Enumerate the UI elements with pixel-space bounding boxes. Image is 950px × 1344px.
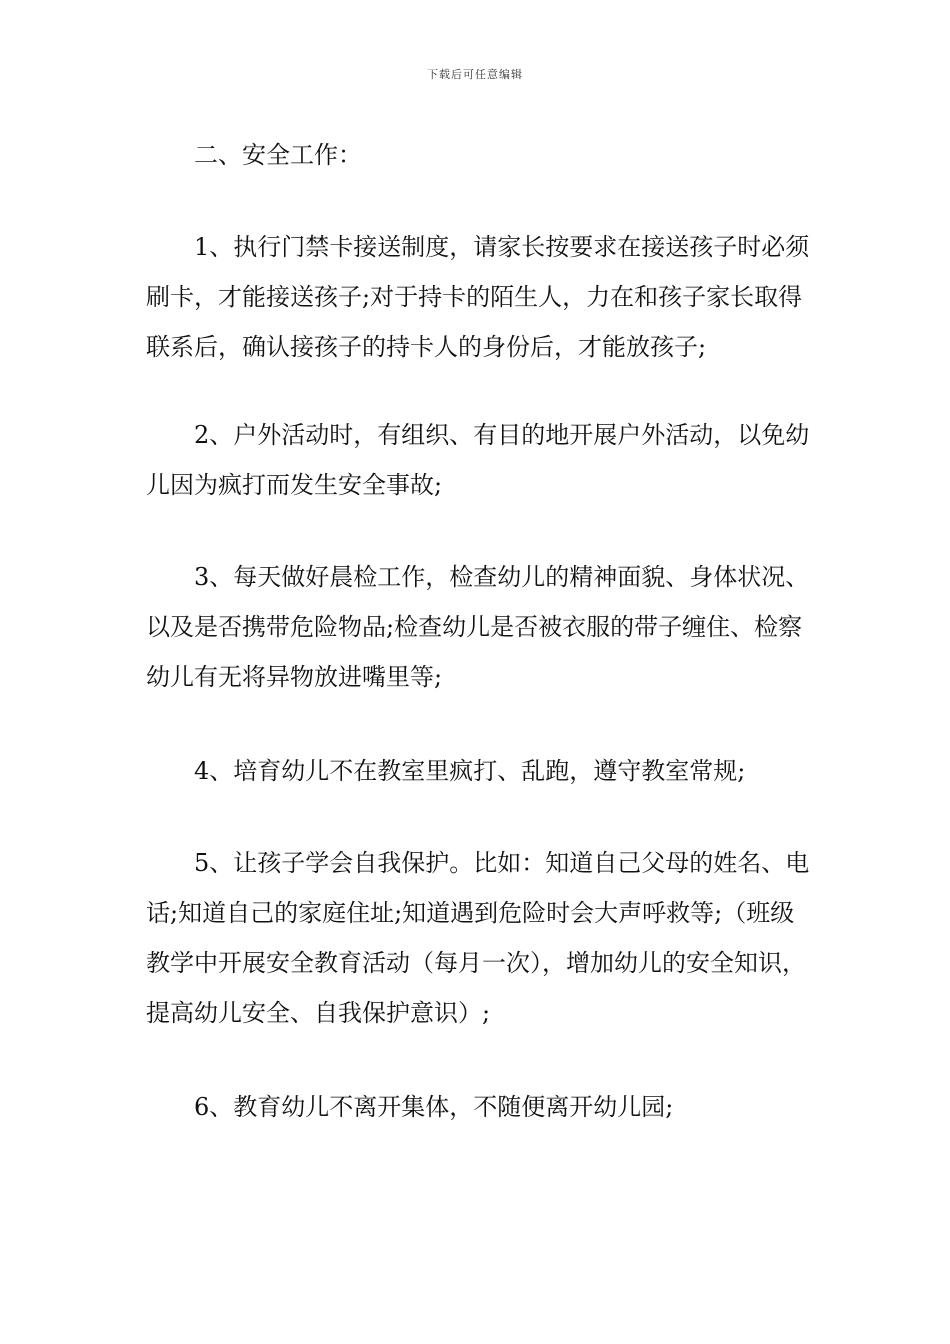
paragraph-1: 1、执行门禁卡接送制度，请家长按要求在接送孩子时必须刷卡，才能接送孩子;对于持卡的陌生人，力在和孩子家长取得联系后，确认接孩子的持卡人的身份后，才能放孩子; <box>146 233 810 361</box>
section-heading: 二、安全工作： <box>194 141 362 169</box>
paragraph-5: 5、让孩子学会自我保护。比如：知道自己父母的姓名、电话;知道自己的家庭住址;知道遇到危险时会大声呼救等;（班级教学中开展安全教育活动（每月一次），增加幼儿的安全知识，提高幼儿安全、自我保护意识）; <box>146 849 810 1027</box>
document-body <box>146 130 814 1132</box>
paragraph-3: 3、每天做好晨检工作，检查幼儿的精神面貌、身体状况、以及是否携带危险物品;检查幼儿是否被衣服的带子缠住、检察幼儿有无将异物放进嘴里等; <box>146 563 810 691</box>
paragraph-4: 4、培育幼儿不在教室里疯打、乱跑，遵守教室常规; <box>194 757 746 785</box>
page-header-note: 下载后可任意编辑 <box>427 68 523 81</box>
paragraph-2: 2、户外活动时，有组织、有目的地开展户外活动，以免幼儿因为疯打而发生安全事故; <box>146 421 810 499</box>
paragraph-6: 6、教育幼儿不离开集体，不随便离开幼儿园; <box>194 1093 674 1121</box>
